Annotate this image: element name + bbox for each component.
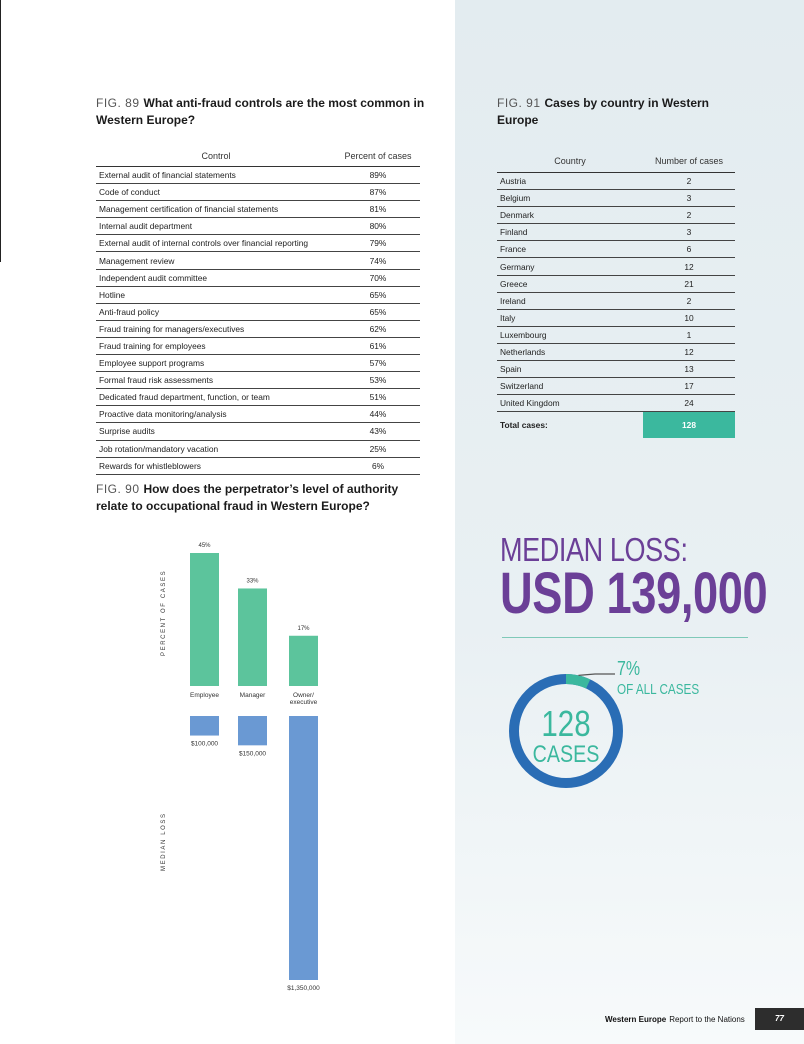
country-name: Austria xyxy=(500,176,527,187)
control-percent: 25% xyxy=(369,443,387,454)
fig89-col-control: Control xyxy=(201,151,231,161)
fig90-chart xyxy=(150,535,360,995)
control-name: Code of conduct xyxy=(99,187,160,198)
control-name: External audit of financial statements xyxy=(99,170,236,181)
fig91-table-body xyxy=(497,173,735,412)
table-row xyxy=(96,458,420,475)
table-row xyxy=(96,304,420,321)
table-row xyxy=(497,190,735,207)
control-name: Proactive data monitoring/analysis xyxy=(99,409,227,420)
fig90-title-text: How does the perpetrator’s level of authority relate to occupational fraud in Western Europe? xyxy=(96,482,399,513)
country-name: France xyxy=(500,244,527,255)
percent-bar xyxy=(190,553,219,686)
table-row xyxy=(497,276,735,293)
table-row xyxy=(497,207,735,224)
table-row xyxy=(96,218,420,235)
table-row xyxy=(96,406,420,423)
table-row xyxy=(497,173,735,190)
country-cases: 12 xyxy=(684,261,694,272)
donut-cases-number: 128 xyxy=(541,703,591,744)
country-cases: 21 xyxy=(684,278,694,289)
page-number: 77 xyxy=(755,1008,804,1030)
donut-cases-label: CASES xyxy=(532,741,600,768)
fig91-col-cases: Number of cases xyxy=(654,156,724,166)
table-row xyxy=(497,395,735,412)
country-name: Belgium xyxy=(500,193,531,204)
control-percent: 57% xyxy=(369,358,387,369)
table-row xyxy=(497,224,735,241)
fig91-col-country: Country xyxy=(554,156,586,166)
country-name: Spain xyxy=(500,364,522,375)
table-row xyxy=(96,270,420,287)
table-row xyxy=(96,235,420,252)
loss-bar-label: $150,000 xyxy=(238,750,267,758)
table-row xyxy=(96,338,420,355)
country-name: Luxembourg xyxy=(500,329,547,340)
fig91-title-text: Cases by country in Western Europe xyxy=(497,96,710,127)
country-cases: 2 xyxy=(686,295,692,306)
fig89-table xyxy=(96,146,420,475)
control-name: Fraud training for employees xyxy=(99,340,206,351)
fig91-title xyxy=(497,95,737,129)
control-name: Surprise audits xyxy=(99,426,155,437)
table-row xyxy=(497,241,735,258)
country-cases: 3 xyxy=(686,227,692,238)
left-margin-rule xyxy=(0,0,1,262)
fig91-table xyxy=(497,150,735,438)
table-row xyxy=(497,258,735,275)
control-name: Internal audit department xyxy=(99,221,193,232)
table-row xyxy=(497,293,735,310)
footer-region: Western Europe xyxy=(605,1014,667,1024)
control-percent: 81% xyxy=(369,204,387,215)
donut-slice-share xyxy=(566,679,588,684)
table-row xyxy=(96,287,420,304)
control-name: Rewards for whistleblowers xyxy=(99,460,201,471)
control-name: Formal fraud risk assessments xyxy=(99,375,214,386)
table-row xyxy=(96,184,420,201)
fig89-table-body xyxy=(96,167,420,475)
country-cases: 10 xyxy=(684,312,694,323)
table-row xyxy=(96,252,420,269)
category-label: executive xyxy=(289,699,318,706)
control-name: Fraud training for managers/executives xyxy=(99,323,245,334)
fig90-number: FIG. 90 xyxy=(96,482,140,496)
control-percent: 51% xyxy=(369,392,387,403)
loss-bar xyxy=(238,716,267,745)
fig89-number: FIG. 89 xyxy=(96,96,140,110)
fig91-total-row xyxy=(497,412,735,438)
fig91-total-value: 128 xyxy=(643,412,735,438)
category-label: Employee xyxy=(190,692,219,699)
table-row xyxy=(96,167,420,184)
country-cases: 6 xyxy=(686,244,692,255)
loss-bar xyxy=(289,716,318,980)
percent-bar-label: 17% xyxy=(297,625,310,632)
fig91-table-header xyxy=(497,150,735,173)
fig89-table-header xyxy=(96,146,420,167)
table-row xyxy=(96,372,420,389)
control-name: Independent audit committee xyxy=(99,272,208,283)
control-name: Employee support programs xyxy=(99,358,205,369)
loss-bar-label: $1,350,000 xyxy=(287,985,320,992)
control-name: Management review xyxy=(99,255,175,266)
country-cases: 1 xyxy=(686,329,692,340)
control-percent: 87% xyxy=(369,187,387,198)
table-row xyxy=(497,361,735,378)
control-percent: 80% xyxy=(369,221,387,232)
median-divider xyxy=(502,637,748,638)
control-name: Dedicated fraud department, function, or team xyxy=(99,392,270,403)
fig90-title xyxy=(96,481,416,515)
fig91-number: FIG. 91 xyxy=(497,96,541,110)
country-cases: 2 xyxy=(686,210,692,221)
country-cases: 24 xyxy=(684,398,694,409)
fig91-total-label: Total cases: xyxy=(500,420,548,431)
control-name: Hotline xyxy=(99,289,126,300)
fig90-y-label-percent: PERCENT OF CASES xyxy=(161,569,167,656)
median-loss-value: USD 139,000 xyxy=(500,561,768,626)
category-label: Manager xyxy=(239,692,266,699)
country-cases: 2 xyxy=(686,176,692,187)
fig89-title-text: What anti-fraud controls are the most common in Western Europe? xyxy=(96,96,425,127)
table-row xyxy=(497,344,735,361)
table-row xyxy=(96,201,420,218)
country-cases: 12 xyxy=(684,346,694,357)
country-name: United Kingdom xyxy=(500,398,560,409)
control-percent: 74% xyxy=(369,255,387,266)
country-name: Netherlands xyxy=(500,346,546,357)
country-name: Finland xyxy=(500,227,528,238)
control-name: External audit of internal controls over financial reporting xyxy=(99,238,309,249)
loss-bar-label: $100,000 xyxy=(190,740,219,748)
country-name: Greece xyxy=(500,278,528,289)
table-row xyxy=(96,441,420,458)
share-percent: 7% xyxy=(617,658,641,680)
table-row xyxy=(497,310,735,327)
country-name: Ireland xyxy=(500,295,526,306)
table-row xyxy=(96,321,420,338)
control-percent: 61% xyxy=(369,340,387,351)
control-name: Management certification of financial statements xyxy=(99,204,279,215)
country-name: Italy xyxy=(500,312,516,323)
control-percent: 53% xyxy=(369,375,387,386)
table-row xyxy=(96,389,420,406)
country-name: Germany xyxy=(500,261,535,272)
table-row xyxy=(96,355,420,372)
footer-report: Report to the Nations xyxy=(669,1014,745,1024)
table-row xyxy=(96,423,420,440)
table-row xyxy=(497,378,735,395)
country-name: Switzerland xyxy=(500,381,544,392)
country-cases: 17 xyxy=(684,381,694,392)
share-label: OF ALL CASES xyxy=(617,681,700,698)
percent-bar-label: 45% xyxy=(198,543,211,549)
control-percent: 6% xyxy=(371,460,385,471)
country-cases: 13 xyxy=(684,364,694,375)
median-loss-title: MEDIAN LOSS: xyxy=(500,531,688,568)
control-percent: 89% xyxy=(369,170,387,181)
control-percent: 62% xyxy=(369,323,387,334)
control-percent: 43% xyxy=(369,426,387,437)
control-percent: 70% xyxy=(369,272,387,283)
fig89-title xyxy=(96,95,426,129)
percent-bar xyxy=(289,636,318,686)
control-percent: 65% xyxy=(369,289,387,300)
control-percent: 79% xyxy=(369,238,387,249)
footer xyxy=(605,1008,784,1030)
control-name: Anti-fraud policy xyxy=(99,306,160,317)
control-name: Job rotation/mandatory vacation xyxy=(99,443,219,454)
loss-bar xyxy=(190,716,219,736)
country-name: Denmark xyxy=(500,210,534,221)
percent-bar-label: 33% xyxy=(246,578,259,585)
fig90-y-label-loss: MEDIAN LOSS xyxy=(161,812,167,871)
country-cases: 3 xyxy=(686,193,692,204)
fig89-col-percent: Percent of cases xyxy=(344,151,412,161)
control-percent: 65% xyxy=(369,306,387,317)
donut-leader-line xyxy=(578,674,615,675)
control-percent: 44% xyxy=(369,409,387,420)
percent-bar xyxy=(238,588,267,686)
table-row xyxy=(497,327,735,344)
category-label: Owner/ xyxy=(293,692,314,699)
